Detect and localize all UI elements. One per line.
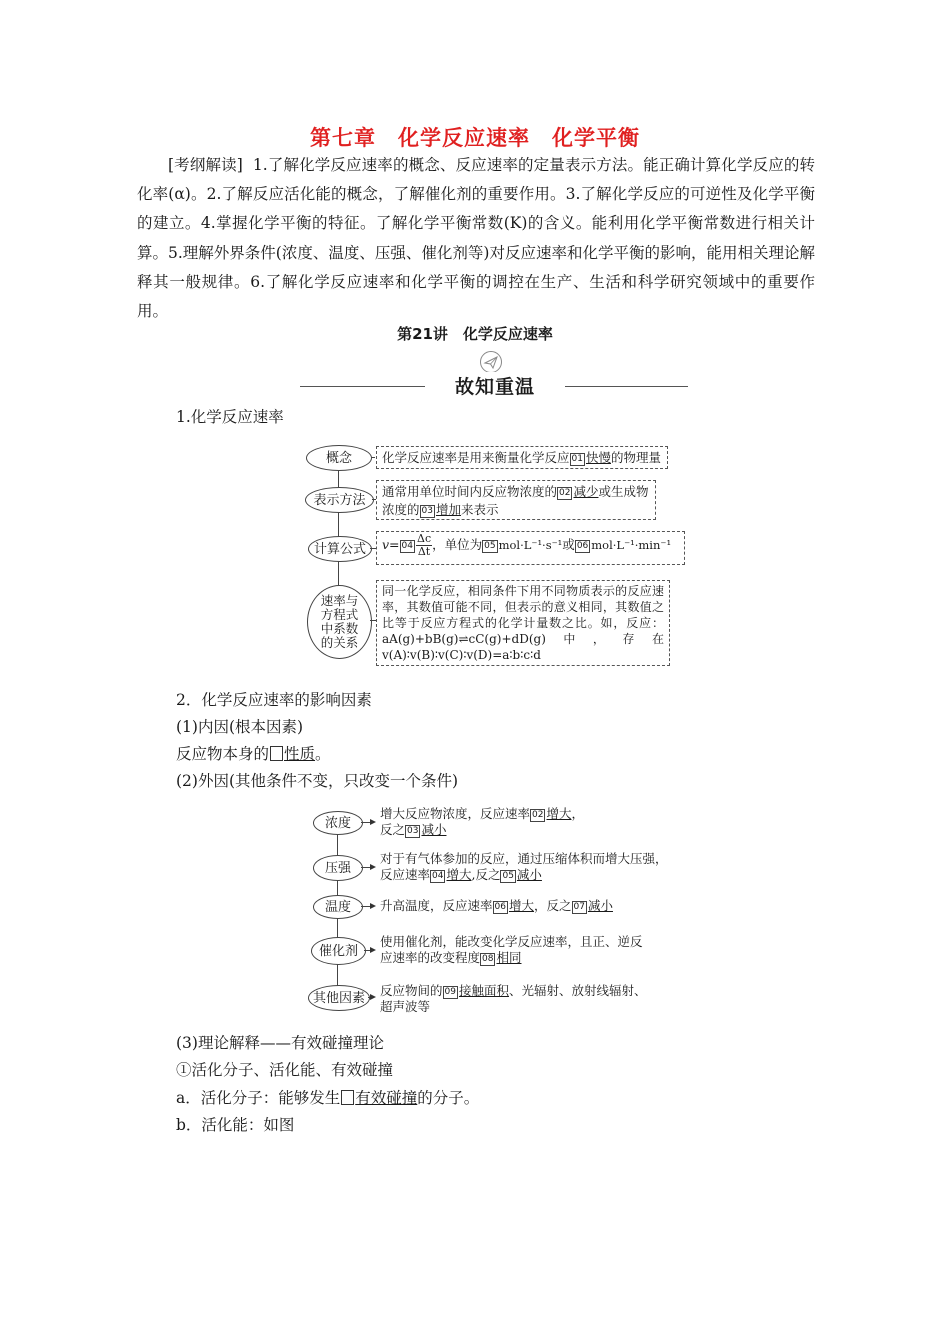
item-2-3-1-heading: ①活化分子、活化能、有效碰撞 [176,1061,394,1079]
pressure-node: 压强 [313,855,363,881]
item-a-text: a．活化分子：能够发生 有效碰撞的分子。 [176,1089,480,1107]
item-1-heading: 1.化学反应速率 [176,408,284,426]
lecture-title: 第21讲 化学反应速率 [397,325,553,343]
method-box: 通常用单位时间内反应物浓度的 02 减少或生成物浓度的 03 增加来表示 [376,480,656,520]
catalyst-node: 催化剂 [311,937,366,965]
relation-node: 速率与 方程式 中系数 的关系 [307,585,372,659]
syllabus-text: 1.了解化学反应速率的概念、反应速率的定量表示方法。能正确计算化学反应的转化率(α)。2.了解反应活化能的概念，了解催化剂的重要作用。3.了解化学反应的可逆性及化学平衡的建立。4.掌握化学平衡的特征。了解化学平衡常数(K)的含义。能利用化学平衡常数进行相关计算。5.理解外界条件(浓度、温度、压强、催化剂等)对反应速率和化学平衡的影响，能用相关理论解释其一般规律。6.了解化学反应速率和化学平衡的调控在生产、生活和科学研究领域中的重要作用。 [137,156,815,321]
catalyst-arrow-head-icon [370,947,376,953]
diagram1-spine [338,456,339,586]
temperature-arrow-head-icon [370,903,376,909]
item-2-1-heading: (1)内因(根本因素) [176,718,304,736]
concept-box: 化学反应速率是用来衡量化学反应 01 快慢的物理量 [376,446,668,469]
item-2-1-text: 反应物本身的 性质。 [176,745,331,763]
temperature-text: 升高温度，反应速率 06 增大，反之 07 减小 [380,898,613,913]
other-factors-node: 其他因素 [308,985,370,1011]
delta-fraction: $\frac{\Delta c}{\Delta t}$ [417,532,432,558]
item-b-text: b．活化能：如图 [176,1116,295,1134]
concept-connector [371,457,375,458]
concentration-arrow-head-icon [370,819,376,825]
other-factors-arrow-head-icon [370,994,376,1000]
concentration-text: 增大反应物浓度，反应速率 02 增大， 反之 03 减小 [380,806,584,837]
temperature-node: 温度 [313,895,363,919]
section-title: 故知重温 [425,372,565,399]
chapter-title: 第七章 化学反应速率 化学平衡 [310,126,640,150]
pressure-arrow-head-icon [370,864,376,870]
other-factors-text: 反应物间的 09 接触面积、光辐射、放射线辐射、 超声波等 [380,983,647,1014]
blank-box-icon [270,746,283,761]
formula-node: 计算公式 [308,536,372,562]
item-2-3-heading: (3)理论解释——有效碰撞理论 [176,1034,384,1052]
concept-node: 概念 [306,445,372,471]
section-rule-left [300,386,445,387]
catalyst-text: 使用催化剂，能改变化学反应速率，且正、逆反 应速率的改变程度 08 相同 [380,934,643,965]
method-node: 表示方法 [305,487,374,513]
formula-box: v= 04 $\frac{\Delta c}{\Delta t}$ ，单位为 05 mol·L⁻¹·s⁻¹或 06 mol·L⁻¹·min⁻¹ [376,531,685,565]
item-2-heading: 2．化学反应速率的影响因素 [176,691,372,709]
blank-box-icon [341,1090,354,1105]
concentration-node: 浓度 [313,811,363,835]
section-rule-right [545,386,688,387]
paper-plane-emblem-icon [478,350,504,374]
pressure-text: 对于有气体参加的反应，通过压缩体积而增大压强， 反应速率 04 增大,反之 05 减小 [380,851,668,882]
item-2-2-heading: (2)外因(其他条件不变，只改变一个条件) [176,772,459,790]
syllabus-paragraph [137,151,815,326]
relation-box: 同一化学反应，相同条件下用不同物质表示的反应速率，其数值可能不同，但表示的意义相同，其数值之比等于反应方程式的化学计量数之比。如，反应：aA(g)+bB(g)⇌cC(g)+dD(g)中，存在v(A)∶v(B)∶v(C)∶v(D)=a∶b∶c∶d [376,580,670,666]
syllabus-label: [考纲解读] [168,156,243,174]
